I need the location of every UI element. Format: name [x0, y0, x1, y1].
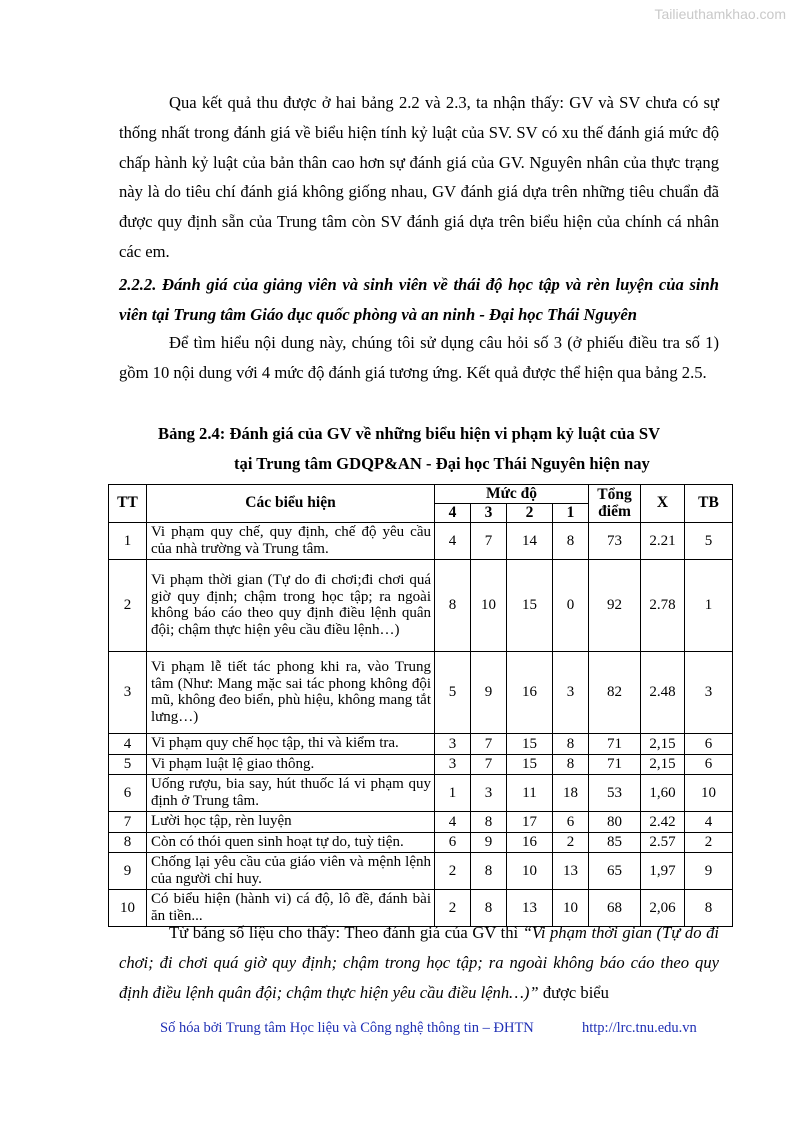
- row-mean: 1,60: [641, 775, 685, 812]
- row-mean: 2,15: [641, 754, 685, 775]
- watermark: Tailieuthamkhao.com: [654, 6, 786, 22]
- row-level-1: 6: [553, 812, 589, 833]
- paragraph-conclusion: [119, 918, 719, 1007]
- row-total: 71: [589, 754, 641, 775]
- row-level-3: 9: [471, 832, 507, 853]
- table-caption-line1: Bảng 2.4: Đánh giá của GV về những biểu hiện vi phạm kỷ luật của SV: [158, 424, 661, 443]
- row-level-2: 11: [507, 775, 553, 812]
- row-rank: 4: [685, 812, 733, 833]
- row-level-4: 1: [435, 775, 471, 812]
- row-mean: 2,15: [641, 734, 685, 755]
- row-mean: 2.78: [641, 560, 685, 652]
- section-heading: 2.2.2. Đánh giá của giảng viên và sinh viên về thái độ học tập và rèn luyện của sinh viên tại Trung tâm Giáo dục quốc phòng và an ninh - Đại học Thái Nguyên: [119, 275, 719, 324]
- row-level-2: 15: [507, 754, 553, 775]
- row-level-2: 15: [507, 734, 553, 755]
- table-row: [109, 523, 733, 560]
- row-description: Vi phạm lễ tiết tác phong khi ra, vào Trung tâm (Như: Mang mặc sai tác phong không đội mũ, không đeo biển, phù hiệu, không mang tắt lưng…): [147, 652, 435, 734]
- row-number: 9: [109, 853, 147, 890]
- header-total: Tổng điểm: [589, 485, 641, 523]
- conclusion-end: được biểu: [538, 982, 609, 1002]
- header-tt: TT: [109, 485, 147, 523]
- row-level-1: 8: [553, 734, 589, 755]
- row-level-2: 16: [507, 832, 553, 853]
- row-level-3: 8: [471, 853, 507, 890]
- header-x: X: [641, 485, 685, 523]
- row-level-4: 3: [435, 734, 471, 755]
- row-level-4: 5: [435, 652, 471, 734]
- row-number: 10: [109, 890, 147, 927]
- row-level-3: 7: [471, 523, 507, 560]
- header-level-2: 2: [507, 504, 553, 523]
- violations-table: [108, 484, 733, 927]
- row-description: Vi phạm quy chế, quy định, chế độ yêu cầu của nhà trường và Trung tâm.: [147, 523, 435, 560]
- row-rank: 6: [685, 754, 733, 775]
- row-description: Vi phạm thời gian (Tự do đi chơi;đi chơi quá giờ quy định; chậm trong học tập; ra ngoài không báo cáo theo quy định điều lệnh quân đội; chậm thực hiện yêu cầu điều lệnh…): [147, 560, 435, 652]
- row-level-1: 3: [553, 652, 589, 734]
- row-total: 80: [589, 812, 641, 833]
- row-description: Uống rượu, bia say, hút thuốc lá vi phạm quy định ở Trung tâm.: [147, 775, 435, 812]
- row-level-4: 2: [435, 853, 471, 890]
- row-level-1: 8: [553, 523, 589, 560]
- table-caption-line2: tại Trung tâm GDQP&AN - Đại học Thái Nguyên hiện nay: [234, 454, 650, 473]
- row-total: 85: [589, 832, 641, 853]
- row-rank: 9: [685, 853, 733, 890]
- row-rank: 6: [685, 734, 733, 755]
- row-level-3: 3: [471, 775, 507, 812]
- row-level-3: 10: [471, 560, 507, 652]
- row-rank: 5: [685, 523, 733, 560]
- row-mean: 2.42: [641, 812, 685, 833]
- header-level: Mức độ: [435, 485, 589, 504]
- row-level-4: 4: [435, 812, 471, 833]
- row-rank: 3: [685, 652, 733, 734]
- table-row: [109, 652, 733, 734]
- row-level-2: 15: [507, 560, 553, 652]
- row-level-1: 0: [553, 560, 589, 652]
- row-level-3: 8: [471, 890, 507, 927]
- row-number: 5: [109, 754, 147, 775]
- row-mean: 2.48: [641, 652, 685, 734]
- row-total: 73: [589, 523, 641, 560]
- row-total: 68: [589, 890, 641, 927]
- row-level-1: 8: [553, 754, 589, 775]
- row-rank: 2: [685, 832, 733, 853]
- row-level-4: 2: [435, 890, 471, 927]
- row-rank: 1: [685, 560, 733, 652]
- row-description: Còn có thói quen sinh hoạt tự do, tuỳ tiện.: [147, 832, 435, 853]
- row-total: 65: [589, 853, 641, 890]
- row-number: 1: [109, 523, 147, 560]
- row-level-2: 17: [507, 812, 553, 833]
- row-level-4: 6: [435, 832, 471, 853]
- row-level-1: 13: [553, 853, 589, 890]
- row-total: 82: [589, 652, 641, 734]
- row-level-3: 7: [471, 734, 507, 755]
- row-mean: 2.21: [641, 523, 685, 560]
- row-description: Có biểu hiện (hành vi) cá độ, lô đề, đánh bài ăn tiền...: [147, 890, 435, 927]
- header-level-1: 1: [553, 504, 589, 523]
- row-level-4: 8: [435, 560, 471, 652]
- row-level-4: 4: [435, 523, 471, 560]
- row-level-3: 7: [471, 754, 507, 775]
- row-number: 6: [109, 775, 147, 812]
- row-number: 4: [109, 734, 147, 755]
- table-row: [109, 775, 733, 812]
- row-number: 3: [109, 652, 147, 734]
- row-mean: 1,97: [641, 853, 685, 890]
- row-level-1: 2: [553, 832, 589, 853]
- row-total: 71: [589, 734, 641, 755]
- row-level-2: 13: [507, 890, 553, 927]
- row-level-4: 3: [435, 754, 471, 775]
- row-rank: 8: [685, 890, 733, 927]
- row-total: 53: [589, 775, 641, 812]
- header-level-4: 4: [435, 504, 471, 523]
- row-level-2: 16: [507, 652, 553, 734]
- row-total: 92: [589, 560, 641, 652]
- row-rank: 10: [685, 775, 733, 812]
- row-number: 2: [109, 560, 147, 652]
- table-row: [109, 853, 733, 890]
- row-description: Lười học tập, rèn luyện: [147, 812, 435, 833]
- footer-link[interactable]: http://lrc.tnu.edu.vn: [582, 1020, 697, 1036]
- table-row: [109, 812, 733, 833]
- row-level-2: 14: [507, 523, 553, 560]
- row-level-3: 8: [471, 812, 507, 833]
- row-description: Vi phạm quy chế học tập, thi và kiểm tra.: [147, 734, 435, 755]
- row-number: 8: [109, 832, 147, 853]
- row-description: Vi phạm luật lệ giao thông.: [147, 754, 435, 775]
- row-mean: 2.57: [641, 832, 685, 853]
- conclusion-start: Từ bảng số liệu cho thấy: Theo đánh giá của GV thì: [169, 923, 523, 942]
- table-row: [109, 832, 733, 853]
- paragraph-method: Để tìm hiểu nội dung này, chúng tôi sử dụng câu hỏi số 3 (ở phiếu điều tra số 1) gồm 10 nội dung với 4 mức độ đánh giá tương ứng. Kết quả được thể hiện qua bảng 2.5.: [119, 333, 719, 382]
- row-level-2: 10: [507, 853, 553, 890]
- header-desc: Các biểu hiện: [147, 485, 435, 523]
- conclusion-quote: “Vi phạm thời gian (Tự do đi chơi; đi chơi quá giờ quy định; chậm trong học tập; ra ngoài không báo cáo theo quy định điều lệnh quân đội; chậm thực hiện yêu cầu điều lệnh…)”: [119, 923, 719, 1002]
- paragraph-intro: Qua kết quả thu được ở hai bảng 2.2 và 2.3, ta nhận thấy: GV và SV chưa có sự thống nhất trong đánh giá về biểu hiện tính kỷ luật của SV. SV có xu thế đánh giá mức độ chấp hành kỷ luật của bản thân cao hơn sự đánh giá của GV. Nguyên nhân của thực trạng này là do tiêu chí đánh giá không giống nhau, GV đánh giá dựa trên những tiêu chuẩn đã được quy định sẵn của Trung tâm còn SV đánh giá dựa trên biểu hiện của chính cá nhân các em.: [119, 93, 719, 261]
- table-row: [109, 734, 733, 755]
- row-level-1: 10: [553, 890, 589, 927]
- row-level-1: 18: [553, 775, 589, 812]
- header-tb: TB: [685, 485, 733, 523]
- table-row: [109, 560, 733, 652]
- header-level-3: 3: [471, 504, 507, 523]
- row-level-3: 9: [471, 652, 507, 734]
- footer-source: Số hóa bởi Trung tâm Học liệu và Công nghệ thông tin – ĐHTN: [160, 1020, 534, 1036]
- row-mean: 2,06: [641, 890, 685, 927]
- row-description: Chống lại yêu cầu của giáo viên và mệnh lệnh của người chỉ huy.: [147, 853, 435, 890]
- table-row: [109, 754, 733, 775]
- row-number: 7: [109, 812, 147, 833]
